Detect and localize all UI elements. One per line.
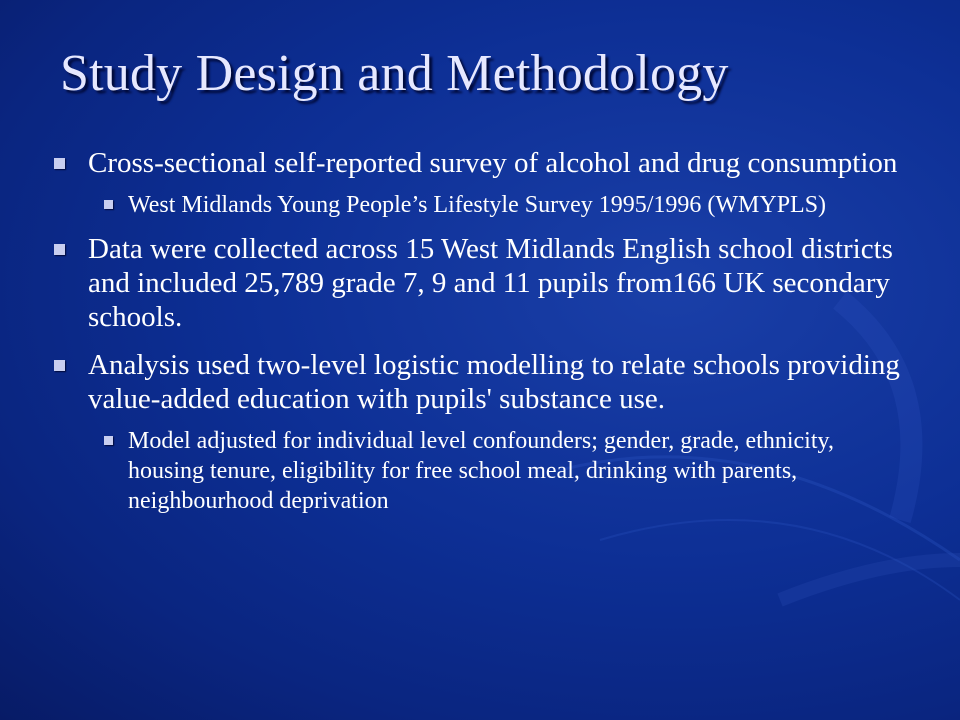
sub-bullet-item <box>48 190 908 220</box>
bullet-text: Data were collected across 15 West Midlands English school districts and included 25,789 grade 7, 9 and 11 pupils from166 UK secondary schools. <box>88 233 893 333</box>
sub-bullet-text: Model adjusted for individual level confounders; gender, grade, ethnicity, housing tenure, eligibility for free school meal, drinking with parents, neighbourhood deprivation <box>128 428 834 514</box>
square-bullet-icon <box>104 436 113 445</box>
bullet-text: Cross-sectional self-reported survey of alcohol and drug consumption <box>88 147 898 179</box>
slide-title: Study Design and Methodology <box>60 45 729 102</box>
bullet-item <box>48 146 908 180</box>
bullet-item <box>48 232 908 334</box>
slide-body <box>48 146 908 516</box>
bullet-item <box>48 348 908 416</box>
bullet-text: Analysis used two-level logistic modelling to relate schools providing value-added education with pupils' substance use. <box>88 349 900 415</box>
square-bullet-icon <box>54 244 65 255</box>
square-bullet-icon <box>54 158 65 169</box>
square-bullet-icon <box>54 360 65 371</box>
sub-bullet-text: West Midlands Young People’s Lifestyle Survey 1995/1996 (WMYPLS) <box>128 192 827 218</box>
square-bullet-icon <box>104 200 113 209</box>
sub-bullet-item <box>48 426 908 516</box>
